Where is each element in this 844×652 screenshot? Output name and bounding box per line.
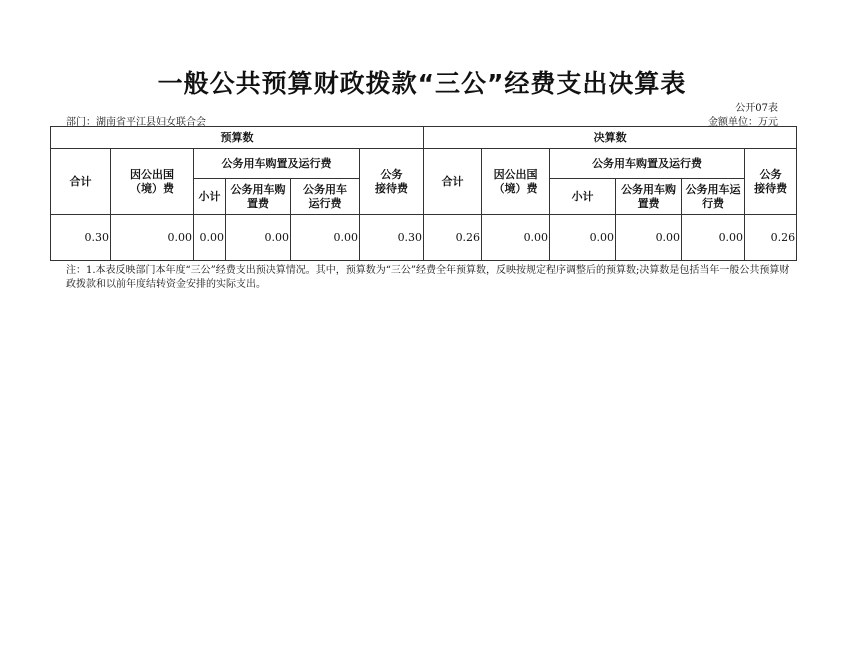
- table-note: 注：1.本表反映部门本年度“三公”经费支出预决算情况。其中，预算数为“三公”经费全年预算数，反映按规定程序调整后的预算数;决算数是包括当年一般公共预算财政拨款和以前年度结转资金安排的实际支出。: [66, 265, 790, 290]
- unit-label: 金额单位：万元: [708, 117, 778, 128]
- budget-abroad-cell: 0.00: [111, 215, 194, 261]
- final-purchase-cell: 0.00: [616, 215, 682, 261]
- final-operate-cell: 0.00: [682, 215, 745, 261]
- final-abroad-header: 因公出国 （境）费: [482, 149, 550, 215]
- final-subtotal-cell: 0.00: [550, 215, 616, 261]
- final-purchase-header: 公务用车购 置费: [616, 179, 682, 215]
- form-code: 公开07表: [735, 103, 778, 114]
- final-vehicle-header: 公务用车购置及运行费: [550, 149, 745, 179]
- budget-vehicle-header: 公务用车购置及运行费: [194, 149, 360, 179]
- budget-purchase-cell: 0.00: [226, 215, 291, 261]
- final-reception-cell: 0.26: [745, 215, 797, 261]
- budget-subtotal-header: 小计: [194, 179, 226, 215]
- final-abroad-cell: 0.00: [482, 215, 550, 261]
- final-total-header: 合计: [424, 149, 482, 215]
- final-reception-header: 公务 接待费: [745, 149, 797, 215]
- header-row-group: [51, 127, 797, 149]
- final-subtotal-header: 小计: [550, 179, 616, 215]
- budget-total-cell: 0.30: [51, 215, 111, 261]
- budget-abroad-header: 因公出国 （境）费: [111, 149, 194, 215]
- budget-purchase-header: 公务用车购 置费: [226, 179, 291, 215]
- budget-operate-header: 公务用车 运行费: [291, 179, 360, 215]
- budget-reception-cell: 0.30: [360, 215, 424, 261]
- department-label: 部门：湖南省平江县妇女联合会: [66, 117, 206, 128]
- table-row: [51, 215, 797, 261]
- final-total-cell: 0.26: [424, 215, 482, 261]
- budget-subtotal-cell: 0.00: [194, 215, 226, 261]
- page-title: 一般公共预算财政拨款“三公”经费支出决算表: [157, 69, 687, 98]
- budget-total-header: 合计: [51, 149, 111, 215]
- final-operate-header: 公务用车运 行费: [682, 179, 745, 215]
- three-public-expenses-table: [50, 126, 797, 261]
- final-header: 决算数: [424, 127, 797, 149]
- budget-header: 预算数: [51, 127, 424, 149]
- budget-operate-cell: 0.00: [291, 215, 360, 261]
- header-row-categories: [51, 149, 797, 179]
- budget-reception-header: 公务 接待费: [360, 149, 424, 215]
